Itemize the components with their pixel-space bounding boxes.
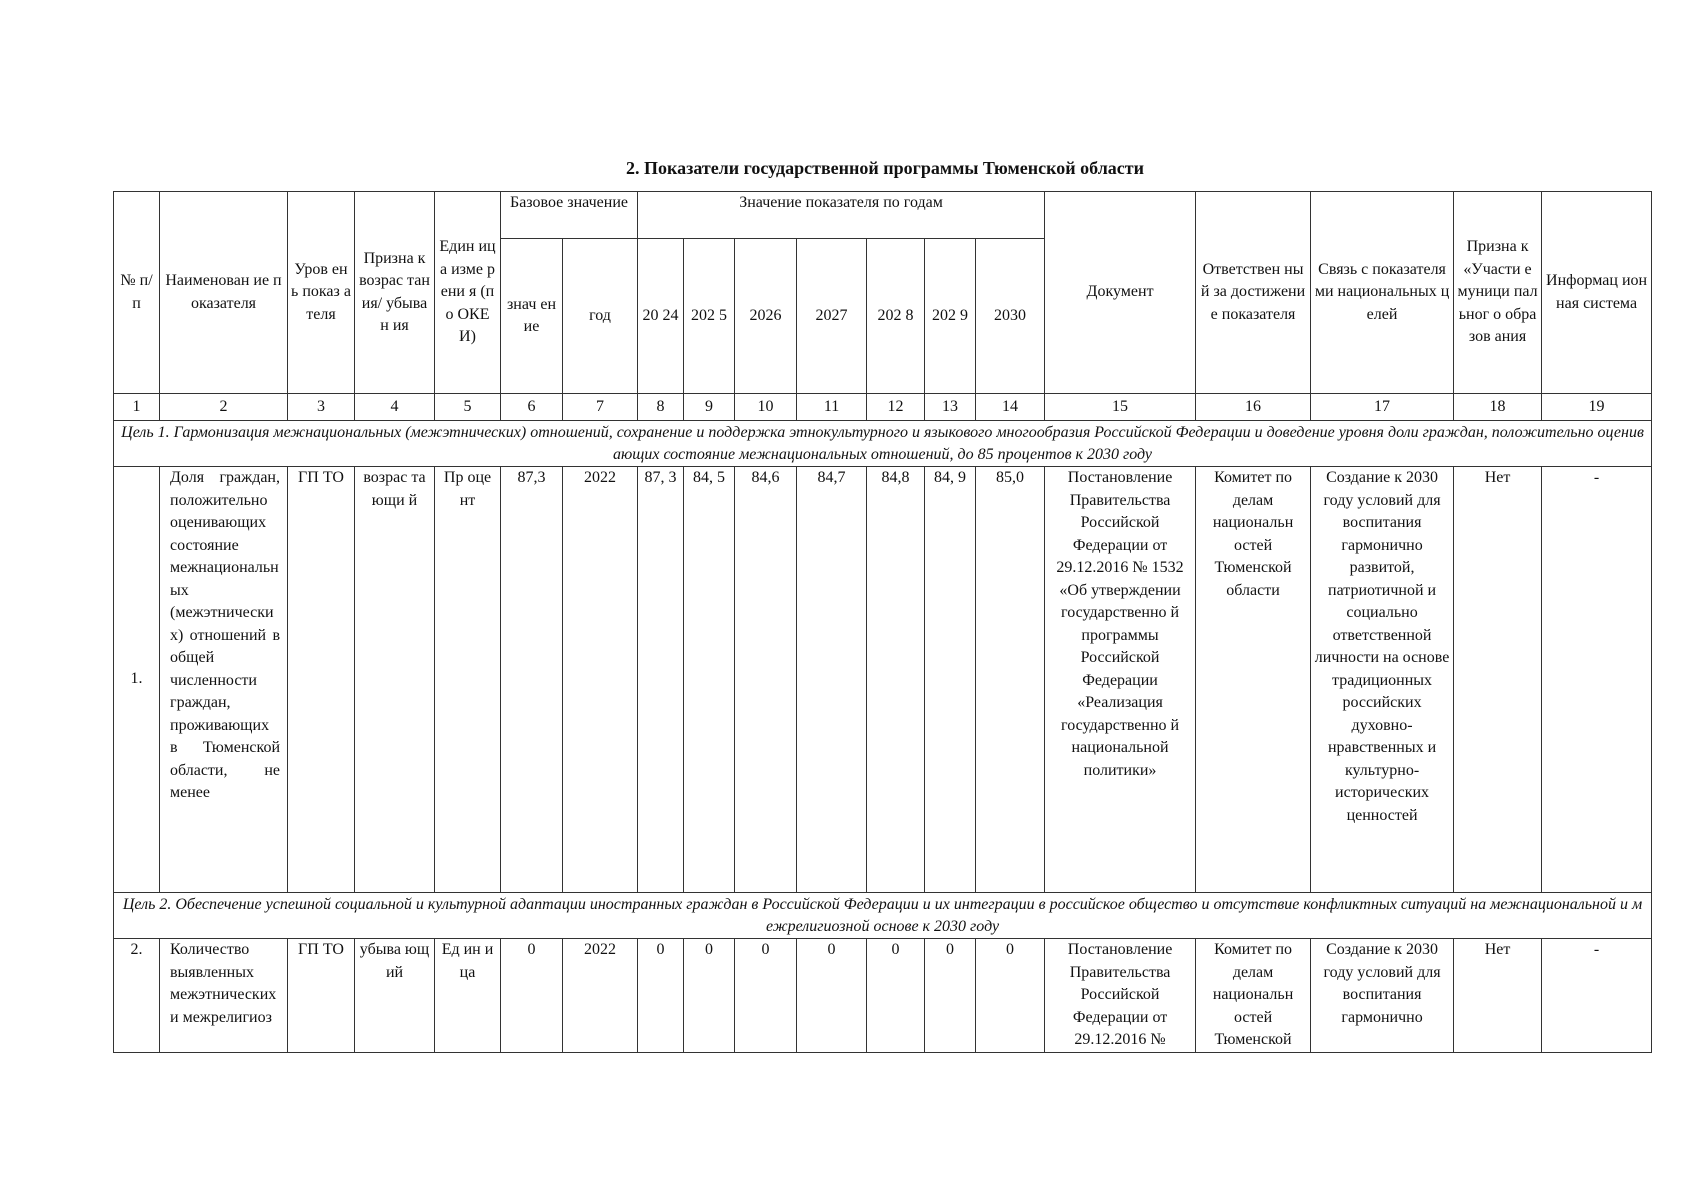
year-value: 84, 9: [925, 467, 976, 893]
base-year: 2022: [563, 939, 638, 1053]
header-year: 202 9: [925, 239, 976, 394]
header-num: № п/ п: [114, 192, 160, 394]
year-value: 0: [867, 939, 925, 1053]
table-row: [114, 467, 1652, 893]
goal-2-text: Цель 2. Обеспечение успешной социальной и культурной адаптации иностранных граждан в Российской Федерации и их интеграции в российское общество и отсутствие конфликтных ситуаций на межнациональной и межрелигиозной основе к 2030 году: [114, 893, 1652, 939]
column-number: 1: [114, 394, 160, 421]
header-name: Наименован ие показателя: [160, 192, 288, 394]
year-value: 0: [976, 939, 1045, 1053]
year-value: 0: [735, 939, 797, 1053]
column-number: 4: [355, 394, 435, 421]
column-number: 12: [867, 394, 925, 421]
header-year: 202 5: [684, 239, 735, 394]
municipal-participation-cell: Нет: [1454, 467, 1542, 893]
year-value: 84,6: [735, 467, 797, 893]
page-title: 2. Показатели государственной программы Тюменской области: [625, 158, 1145, 178]
header-base-year: год: [563, 239, 638, 394]
year-value: 87, 3: [638, 467, 684, 893]
goal-row: [114, 421, 1652, 467]
year-value: 0: [797, 939, 867, 1053]
column-number: 18: [1454, 394, 1542, 421]
year-value: 84,7: [797, 467, 867, 893]
table-row: [114, 939, 1652, 1053]
header-year: 2027: [797, 239, 867, 394]
column-number: 8: [638, 394, 684, 421]
base-year: 2022: [563, 467, 638, 893]
column-number: 5: [435, 394, 501, 421]
column-number: 19: [1542, 394, 1652, 421]
indicator-unit: Ед ин ица: [435, 939, 501, 1053]
column-number: 17: [1311, 394, 1454, 421]
document-cell: Постановление Правительства Российской Федерации от 29.12.2016 №: [1045, 939, 1196, 1053]
header-municipal: Призна к «Участи е муници пальног о образов ания: [1454, 192, 1542, 394]
header-unit: Един ица изме рени я (по ОКЕ И): [435, 192, 501, 394]
column-number: 14: [976, 394, 1045, 421]
column-number: 15: [1045, 394, 1196, 421]
column-number: 3: [288, 394, 355, 421]
year-value: 0: [684, 939, 735, 1053]
information-system-cell: -: [1542, 467, 1652, 893]
header-base: Базовое значение: [501, 192, 638, 239]
responsible-cell: Комитет по делам национальн остей Тюменской области: [1196, 467, 1311, 893]
indicator-name: Доля граждан, положительно оценивающих состояние межнациональных (межэтнических) отношений в общей численности граждан, проживающих в Тюменской области, не менее: [160, 467, 288, 893]
national-goals-link-cell: Создание к 2030 году условий для воспитания гармонично: [1311, 939, 1454, 1053]
header-level: Уров ень показ ателя: [288, 192, 355, 394]
goal-row: [114, 893, 1652, 939]
header-year: 202 8: [867, 239, 925, 394]
header-base-value: знач ение: [501, 239, 563, 394]
header-sign: Призна к возрас тания/ убыван ия: [355, 192, 435, 394]
indicator-level: ГП ТО: [288, 467, 355, 893]
row-number: 1.: [114, 467, 160, 893]
municipal-participation-cell: Нет: [1454, 939, 1542, 1053]
indicator-sign: возрас тающи й: [355, 467, 435, 893]
indicator-level: ГП ТО: [288, 939, 355, 1053]
column-number: 16: [1196, 394, 1311, 421]
national-goals-link-cell: Создание к 2030 году условий для воспитания гармонично развитой, патриотичной и социально ответственной личности на основе традиционных российских духовно-нравственных и культурно-исторических ценностей: [1311, 467, 1454, 893]
goal-1-text: Цель 1. Гармонизация межнациональных (межэтнических) отношений, сохранение и поддержка этнокультурного и языкового многообразия Российской Федерации и доведение уровня доли граждан, положительно оценивающих состояние межнациональных отношений, до 85 процентов к 2030 году: [114, 421, 1652, 467]
column-number: 10: [735, 394, 797, 421]
year-value: 85,0: [976, 467, 1045, 893]
header-document: Документ: [1045, 192, 1196, 394]
header-row-top: [114, 192, 1652, 239]
year-value: 84, 5: [684, 467, 735, 893]
column-number: 9: [684, 394, 735, 421]
column-number: 2: [160, 394, 288, 421]
header-year: 2030: [976, 239, 1045, 394]
base-value: 0: [501, 939, 563, 1053]
indicator-sign: убыва ющий: [355, 939, 435, 1053]
year-value: 84,8: [867, 467, 925, 893]
row-number: 2.: [114, 939, 160, 1053]
document-cell: Постановление Правительства Российской Федерации от 29.12.2016 № 1532 «Об утверждении государственно й программы Российской Федерации «Реализация государственно й национальной политики»: [1045, 467, 1196, 893]
base-value: 87,3: [501, 467, 563, 893]
indicator-unit: Пр оце нт: [435, 467, 501, 893]
column-number: 6: [501, 394, 563, 421]
year-value: 0: [638, 939, 684, 1053]
column-number: 11: [797, 394, 867, 421]
header-infosys: Информац ионная система: [1542, 192, 1652, 394]
indicators-table: [113, 191, 1652, 1053]
column-number: 7: [563, 394, 638, 421]
column-number: 13: [925, 394, 976, 421]
column-number-row: [114, 394, 1652, 421]
header-link: Связь с показателями национальных целей: [1311, 192, 1454, 394]
header-responsible: Ответствен ный за достижение показателя: [1196, 192, 1311, 394]
information-system-cell: -: [1542, 939, 1652, 1053]
responsible-cell: Комитет по делам национальн остей Тюменской: [1196, 939, 1311, 1053]
year-value: 0: [925, 939, 976, 1053]
header-year: 2026: [735, 239, 797, 394]
indicator-name: Количество выявленных межэтнических и межрелигиоз: [160, 939, 288, 1053]
header-years-group: Значение показателя по годам: [638, 192, 1045, 239]
header-year: 20 24: [638, 239, 684, 394]
